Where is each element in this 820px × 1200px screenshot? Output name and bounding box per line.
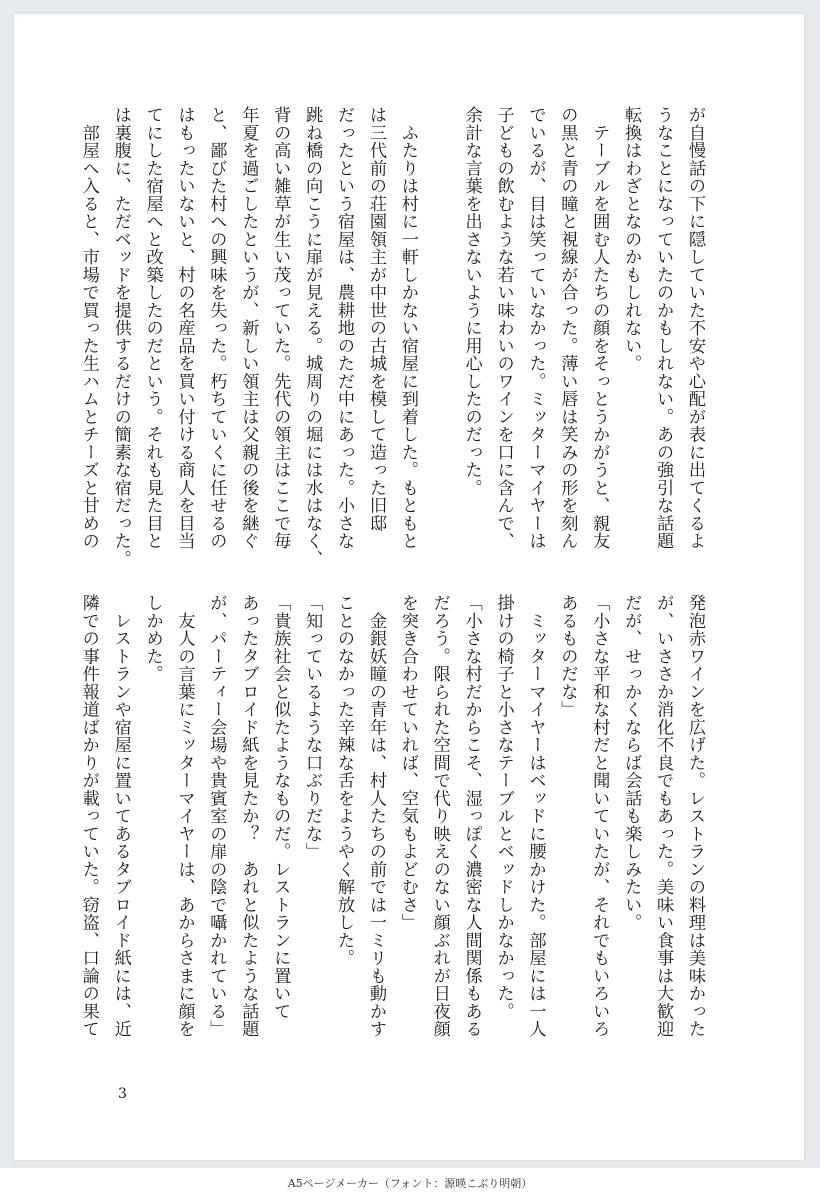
text-line: と、鄙びた村への興味を失った。朽ちていくに任せるの — [206, 106, 227, 550]
text-line: レストランや宿屋に置いてあるタブロイド紙には、近 — [110, 594, 131, 1038]
footer-credit: A5ページメーカー（フォント：源暎こぶり明朝） — [0, 1168, 820, 1200]
text-line: 友人の言葉にミッターマイヤーは、あからさまに顔を — [174, 594, 195, 1038]
text-line: 年夏を過ごしたというが、新しい領主は父親の後を継ぐ — [238, 106, 259, 550]
text-line: 「知っているような口ぶりだな」 — [302, 594, 323, 861]
book-page — [14, 14, 804, 1160]
text-line: 転換はわざとなのかもしれない。 — [621, 106, 642, 373]
text-line: ふたりは村に一軒しかない宿屋に到着した。もともと — [397, 106, 418, 550]
text-line: てにした宿屋へと改築したのだという。それも見た目と — [142, 106, 163, 550]
text-line: でいるが、目は笑っていなかった。ミッターマイヤーは — [525, 106, 546, 550]
text-line: テーブルを囲む人たちの顔をそっとうかがうと、親友 — [589, 106, 610, 550]
text-line: は裏腹に、ただベッドを提供するだけの簡素な宿だった。 — [110, 106, 131, 568]
text-line: の黒と青の瞳と視線が合った。薄い唇は笑みの形を刻ん — [557, 106, 578, 550]
text-line: 背の高い雑草が生い茂っていた。先代の領主はここで毎 — [270, 106, 291, 550]
text-line: が、パーティー会場や貴賓室の扉の陰で囁かれている」 — [206, 594, 227, 1038]
text-line: 金銀妖瞳の青年は、村人たちの前では一ミリも動かす — [365, 594, 386, 1038]
text-block-bottom — [78, 594, 710, 1064]
text-line: だが、せっかくならば会話も楽しみたい。 — [621, 594, 642, 932]
page-number: 3 — [118, 1086, 127, 1102]
text-line: ことのなかった辛辣な舌をようやく解放した。 — [334, 594, 355, 967]
text-line: だったという宿屋は、農耕地のただ中にあった。小さな — [334, 106, 355, 550]
text-block-top — [78, 106, 710, 576]
text-line: しかめた。 — [142, 594, 163, 683]
blank-line — [423, 106, 455, 576]
text-line: 子どもの飲むような若い味わいのワインを口に含んで、 — [493, 106, 514, 550]
text-line: が、いささか消化不良でもあった。美味い食事は大歓迎 — [653, 594, 674, 1038]
text-line: 「貴族社会と似たようなものだ。レストランに置いて — [270, 594, 291, 1020]
text-line: うなことになっていたのかもしれない。あの強引な話題 — [653, 106, 674, 550]
text-line: あったタブロイド紙を見たか？ あれと似たような話題 — [238, 594, 259, 1038]
text-line: は三代前の荘園領主が中世の古城を模して造った旧邸 — [365, 106, 386, 532]
text-line: 跳ね橋の向こうに扉が見える。城周りの堀には水はなく、 — [302, 106, 323, 568]
text-line: ミッターマイヤーはベッドに腰かけた。部屋には一人 — [525, 594, 546, 1038]
text-line: を突き合わせていれば、空気もよどむさ」 — [397, 594, 418, 932]
text-line: あるものだな」 — [557, 594, 578, 719]
text-line: はもったいないと、村の名産品を買い付ける商人を目当 — [174, 106, 195, 550]
text-line: 余計な言葉を出さないように用心したのだった。 — [461, 106, 482, 497]
text-line: が自慢話の下に隠していた不安や心配が表に出てくるよ — [685, 106, 705, 550]
text-line: 「小さな平和な村だと聞いていたが、それでもいろいろ — [589, 594, 610, 1038]
text-line: 「小さな村だからこそ、湿っぽく濃密な人間関係もある — [461, 594, 482, 1038]
text-line: 部屋へ入ると、市場で買った生ハムとチーズと甘めの — [78, 106, 99, 550]
text-line: 発泡赤ワインを広げた。レストランの料理は美味かった — [685, 594, 705, 1038]
text-line: 隣での事件報道ばかりが載っていた。窃盗、口論の果て — [78, 594, 99, 1038]
text-line: だろう。限られた空間で代り映えのない顔ぶれが日夜顔 — [429, 594, 450, 1038]
text-line: 掛けの椅子と小さなテーブルとベッドしかなかった。 — [493, 594, 514, 1020]
